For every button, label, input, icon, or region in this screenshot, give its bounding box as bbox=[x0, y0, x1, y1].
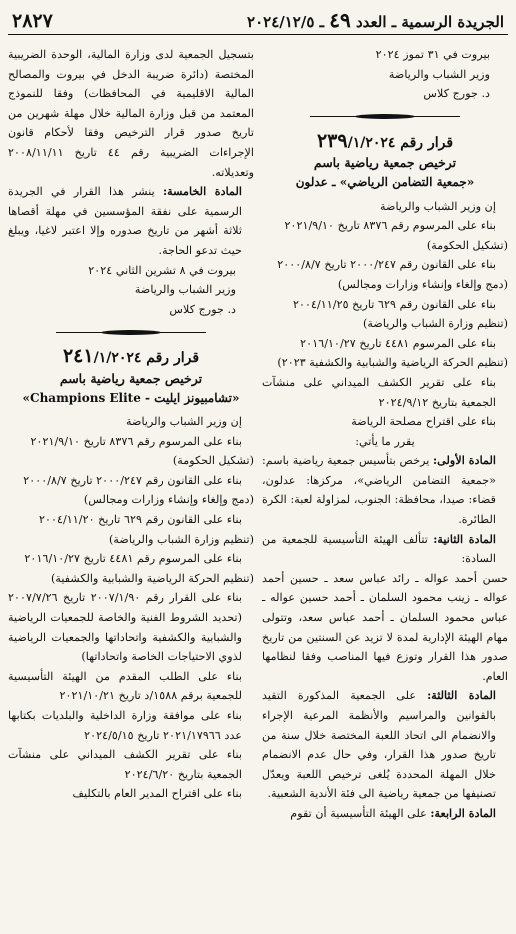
article-3 bbox=[262, 686, 508, 804]
article-label: المادة الرابعة: bbox=[430, 805, 496, 820]
decree-subtitle: ترخيص جمعية رياضية باسم bbox=[313, 155, 457, 171]
decree-suffix: /١/٢٠٢٤ bbox=[93, 350, 142, 367]
article-label: المادة الخامسة: bbox=[162, 184, 242, 199]
separator-ornament bbox=[310, 114, 460, 119]
article-text: تتألف الهيئة التأسيسية للجمعية من السادة: bbox=[262, 532, 496, 566]
columns bbox=[8, 45, 508, 824]
article-text: على الجمعية المذكورة التقيد بالقوانين والمراسيم والأنظمة المرعية الإجراء والانضمام الى اتحاد اللعبة المختصة خلال سنة من تاريخ صدور هذا القرار، وفي حال عدم الانضمام خلال المهلة المحددة يُلغى ترخيص اللعبة ويعدّل تصنيفها من جمعية رياضية الى فئة الأندية الشعبية. bbox=[262, 689, 496, 801]
article-2 bbox=[262, 530, 508, 569]
article-text: ينشر هذا القرار في الجريدة الرسمية على نفقة المؤسسين في مهلة أقصاها ثلاثة أشهر من تاريخ صدوره وإلا اعتبر لاغيا، ويبلغ حيث تدعو الحاجة. bbox=[8, 185, 242, 257]
text-line: (تنظيم وزارة الشباب والرياضة) bbox=[363, 317, 508, 331]
decree-suffix: /١/٢٠٢٤ bbox=[347, 134, 396, 151]
text-line: بناء على المرسوم رقم ٨٣٧٦ تاريخ ٢٠٢١/٩/١٠ bbox=[30, 434, 242, 448]
decree-subtitle: ترخيص جمعية رياضية باسم bbox=[59, 370, 203, 386]
journal-name: الجريدة الرسمية ـ العدد bbox=[355, 13, 504, 31]
decree-title bbox=[8, 347, 254, 369]
text-line: (تنظيم الحركة الرياضية والشبابية والكشفية) bbox=[50, 571, 254, 585]
issue-date: ـ ٢٠٢٤/١٢/٥ bbox=[247, 13, 325, 31]
text-line: (تشكيل الحكومة) bbox=[426, 238, 508, 252]
article-label: المادة الأولى: bbox=[433, 453, 497, 468]
decree-title-prefix: قرار رقم bbox=[400, 134, 454, 151]
text-line: بناء على المرسوم ٤٤٨١ تاريخ ٢٠١٦/١٠/٢٧ bbox=[300, 336, 496, 350]
right-column bbox=[262, 45, 508, 824]
text-line: بناء على المرسوم رقم ٤٤٨١ تاريخ ٢٠١٦/١٠/٢٧ bbox=[24, 552, 242, 566]
paragraph: بناء على تقرير الكشف الميداني على منشآت الجمعية بتاريخ ٢٠٢٤/٦/٢٠ bbox=[8, 748, 242, 781]
text-line: بناء على القانون رقم ٦٢٩ تاريخ ٢٠٠٤/١١/٢٠ bbox=[38, 513, 242, 527]
decree-name: «جمعية التضامن الرياضي» ـ عدلون bbox=[295, 174, 475, 189]
text-line: بناء على المرسوم رقم ٨٣٧٦ تاريخ ٢٠٢١/٩/١٠ bbox=[284, 219, 496, 233]
text-line: (تشكيل الحكومة) bbox=[172, 454, 254, 468]
text-line: بناء على القانون رقم ٢٠٠٠/٢٤٧ تاريخ ٢٠٠٠/٨/٧ bbox=[23, 473, 242, 487]
closing bbox=[8, 261, 254, 320]
article-text: يرخص بتأسيس جمعية رياضية باسم: «جمعية التضامن الرياضي»، مركزها: عدلون، قضاء: صيدا، محافظة: الجنوب، لمزاولة لعبة: الكرة الطائرة. bbox=[262, 454, 496, 527]
decree-title-prefix: قرار رقم bbox=[146, 350, 200, 367]
place-date: بيروت في ٣١ تموز ٢٠٢٤ bbox=[375, 48, 490, 61]
decree-title bbox=[262, 129, 508, 154]
text-line: (دمج وإلغاء وإنشاء وزارات ومجالس) bbox=[337, 277, 508, 291]
text-line: بناء على القانون رقم ٢٠٠٠/٢٤٧ تاريخ ٢٠٠٠/٨/٧ bbox=[277, 258, 496, 272]
signer-title: وزير الشباب والرياضة bbox=[134, 283, 236, 297]
article-1 bbox=[262, 451, 508, 529]
article-text: على الهيئة التأسيسية أن تقوم bbox=[290, 806, 427, 820]
journal-title bbox=[247, 8, 504, 32]
separator-ornament bbox=[56, 330, 206, 335]
left-column bbox=[8, 45, 254, 824]
paragraph: بناء على اقتراح المدير العام بالتكليف bbox=[72, 787, 242, 801]
prev-closing bbox=[262, 45, 508, 104]
page-header bbox=[8, 6, 508, 35]
text-line: يقرر ما يأتي: bbox=[355, 434, 415, 448]
text-line: (دمج وإلغاء وإنشاء وزارات ومجالس) bbox=[83, 493, 254, 507]
signer-title: وزير الشباب والرياضة bbox=[388, 67, 490, 81]
page-number: ٢٨٢٧ bbox=[12, 10, 53, 32]
text-line: إن وزير الشباب والرياضة bbox=[125, 415, 242, 429]
paragraph: بناء على القرار رقم ٢٠٠٧/١/٩٠ تاريخ ٢٠٠٧/٧/٢٦ (تحديد الشروط الفنية والخاصة للجمعيات الرياضية والشبابية والكشفية واتحاداتها والجمعيات الرياضية لذوي الاحتياجات الخاصة واتحاداتها) bbox=[8, 591, 242, 664]
text-line: بناء على اقتراح مصلحة الرياضة bbox=[351, 415, 496, 429]
signer-name: د. جورج كلاس bbox=[169, 302, 236, 316]
text-line: (تنظيم وزارة الشباب والرياضة) bbox=[109, 532, 254, 546]
text-line: بناء على القانون رقم ٦٢٩ تاريخ ٢٠٠٤/١١/٢٥ bbox=[292, 297, 496, 311]
text-line: إن وزير الشباب والرياضة bbox=[379, 199, 496, 213]
decree-name: «تشامبيونز ايليت - Champions Elite» bbox=[22, 390, 240, 405]
issue-number: ٤٩ bbox=[329, 8, 351, 32]
continuation-text: بتسجيل الجمعية لدى وزارة المالية، الوحدة الضريبية المختصة (دائرة ضريبة الدخل في بيروت والمصالح المالية الاقليمية في المحافظات) وفقا للنموذج المعتمد من قبل وزارة المالية خلال مهلة شهرين من تاريخ صدور قرار الترخيص وفقا لأحكام قانون الإجراءات الضريبية رقم ٤٤ تاريخ ٢٠٠٨/١١/١١ وتعديلاته. bbox=[8, 48, 254, 179]
signer-name: د. جورج كلاس bbox=[423, 87, 490, 101]
article-4 bbox=[262, 804, 508, 824]
paragraph: بناء على الطلب المقدم من الهيئة التأسيسية للجمعية برقم ١٥٨٨/د تاريخ ٢٠٢١/١٠/٢١ bbox=[8, 669, 242, 703]
separator bbox=[262, 108, 508, 126]
paragraph: بناء على موافقة وزارة الداخلية والبلديات بكتابها عدد ٢٠٢١/١٧٩٦٦ تاريخ ٢٠٢٤/٥/١٥ bbox=[8, 709, 242, 742]
place-date: بيروت في ٨ تشرين الثاني ٢٠٢٤ bbox=[88, 263, 236, 277]
article-label: المادة الثانية: bbox=[433, 531, 496, 546]
separator bbox=[8, 323, 254, 341]
decree-number: ٢٣٩ bbox=[316, 129, 348, 152]
article-5 bbox=[8, 182, 254, 260]
article-2-members: حسن أحمد عواله ـ رائد عباس سعد ـ حسين أحمد عواله ـ زينب محمود السلمان ـ أحمد حسين عواله ـ عباس محمود السلمان ـ أحمد عباس سعد، وتتولى مهام الهيئة الإدارية لمدة لا تزيد عن السنتين من تاريخ صدور هذا القرار وتوزع فيها المناصب وفقا لنظامها العام. bbox=[262, 571, 508, 683]
text-line: بناء على تقرير الكشف الميداني على منشآت الجمعية بتاريخ ٢٠٢٤/٩/١٢ bbox=[262, 375, 496, 409]
text-line: (تنظيم الحركة الرياضية والشبابية والكشفية ٢٠٢٣) bbox=[277, 356, 508, 370]
article-label: المادة الثالثة: bbox=[427, 688, 496, 703]
decree-number: ٢٤١ bbox=[62, 345, 94, 368]
